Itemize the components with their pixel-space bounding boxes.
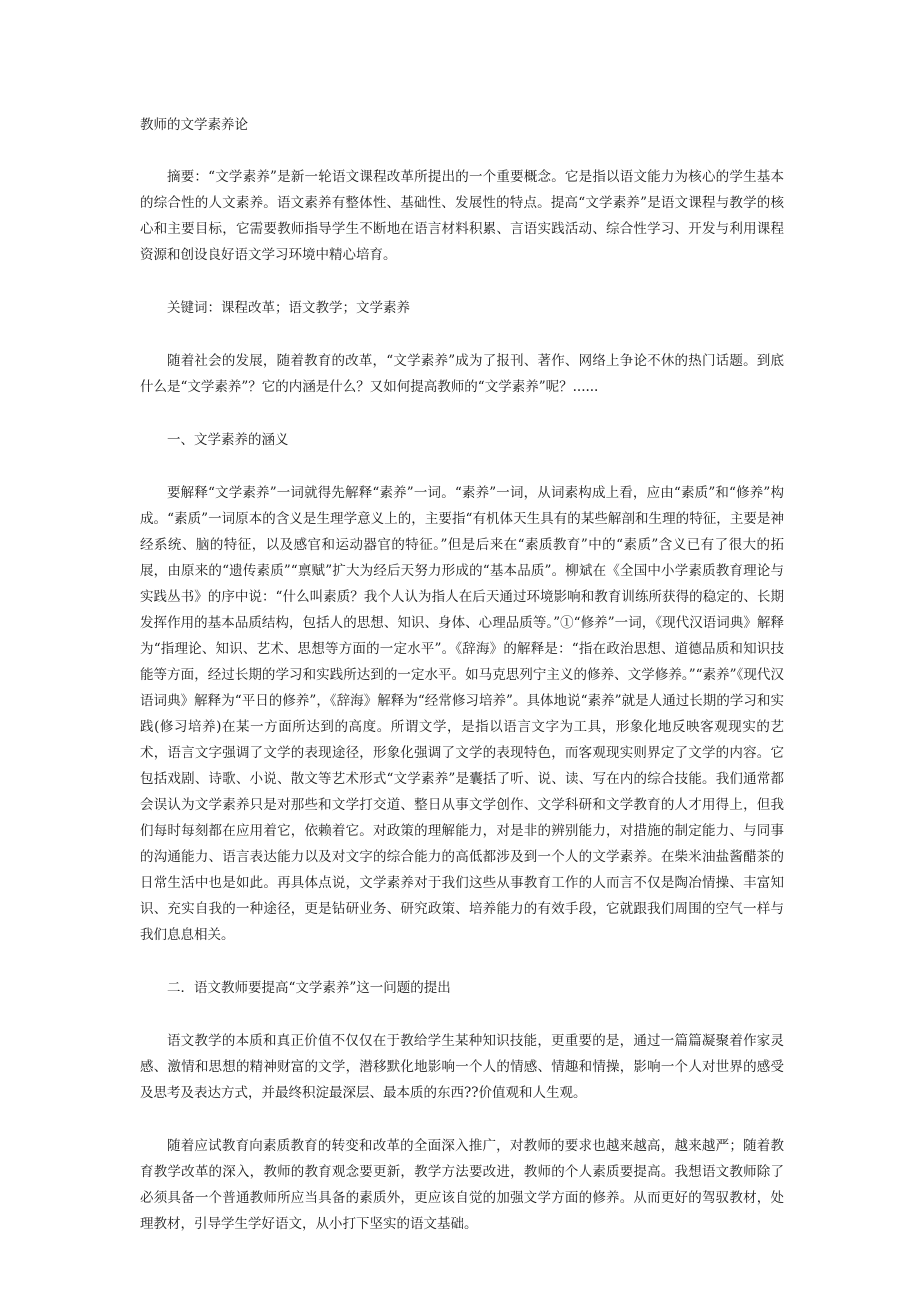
section-2-paragraph-2: 随着应试教育向素质教育的转变和改革的全面深入推广，对教师的要求也越来越高，越来越严；随着教育教学改革的深入，教师的教育观念要更新，教学方法要改进，教师的个人素质要提高。我想语文教师除了必须具备一个普通教师所应当具备的素质外，更应该自觉的加强文学方面的修养。从而更好的驾驭教材，处理教材，引导学生学好语文，从小打下坚实的语文基础。 (140, 1138, 784, 1232)
spacer (140, 138, 784, 164)
spacer (140, 1106, 784, 1133)
spacer (140, 321, 784, 348)
spacer (140, 268, 784, 295)
spacer (140, 453, 784, 480)
abstract-paragraph: 摘要：“文学素养”是新一轮语文课程改革所提出的一个重要概念。它是指以语文能力为核心的学生基本的综合性的人文素养。语文素养有整体性、基础性、发展性的特点。提高“文学素养”是语文课程与教学的核心和主要目标，它需要教师指导学生不断地在语言材料积累、言语实践活动、综合性学习、开发与利用课程资源和创设良好语文学习环境中精心培育。 (140, 169, 784, 263)
section-2-paragraph-1: 语文教学的本质和真正价值不仅仅在于教给学生某种知识技能，更重要的是，通过一篇篇凝聚着作家灵感、激情和思想的精神财富的文学，潜移默化地影响一个人的情感、情趣和情操，影响一个人对世界的感受及思考及表达方式，并最终积淀最深层、最本质的东西??价值观和人生观。 (140, 1033, 784, 1101)
keywords-line: 关键词：课程改革；语文教学；文学素养 (167, 300, 410, 316)
section-1-body: 要解释“文学素养”一词就得先解释“素养”一词。“素养”一词，从词素构成上看，应由“素质”和“修养”构成。“素质”一词原本的含义是生理学意义上的，主要指“有机体天生具有的某些解剖和生理的特征，主要是神经系统、脑的特征，以及感官和运动器官的特征。”但是后来在“素质教育”中的“素质”含义已有了很大的拓展，由原来的“遗传素质”“禀赋”扩大为经后天努力形成的“基本品质”。柳斌在《全国中小学素质教育理论与实践丛书》的序中说：“什么叫素质？我个人认为指人在后天通过环境影响和教育训练所获得的稳定的、长期发挥作用的基本品质结构，包括人的思想、知识、身体、心理品质等。”①“修养”一词，《现代汉语词典》解释为“指理论、知识、艺术、思想等方面的一定水平”。《辞海》的解释是：“指在政治思想、道德品质和知识技能等方面，经过长期的学习和实践所达到的一定水平。如马克思列宁主义的修养、文学修养。”“素养”《现代汉语词典》解释为“平日的修养”，《辞海》解释为“经常修习培养”。具体地说“素养”就是人通过长期的学习和实践(修习培养)在某一方面所达到的高度。所谓文学，是指以语言文字为工具，形象化地反映客观现实的艺术，语言文字强调了文学的表现途径，形象化强调了文学的表现特色，而客观现实则界定了文学的内容。它包括戏剧、诗歌、小说、散文等艺术形式“文学素养”是囊括了听、说、读、写在内的综合技能。我们通常都会误认为文学素养只是对那些和文学打交道、整日从事文学创作、文学科研和文学教育的人才用得上，但我们每时每刻都在应用着它，依赖着它。对政策的理解能力，对是非的辨别能力，对措施的制定能力、与同事的沟通能力、语言表达能力以及对文字的综合能力的高低都涉及到一个人的文学素养。在柴米油盐酱醋茶的日常生活中也是如此。再具体点说，文学素养对于我们这些从事教育工作的人而言不仅是陶冶情操、丰富知识、充实自我的一种途径，更是钻研业务、研究政策、培养能力的有效手段，它就跟我们周围的空气一样与我们息息相关。 (140, 485, 784, 943)
spacer (140, 1001, 784, 1028)
spacer (140, 948, 784, 975)
document-page (140, 112, 784, 1237)
section-heading-1: 一、文学素养的涵义 (167, 432, 289, 448)
intro-paragraph: 随着社会的发展，随着教育的改革，“文学素养”成为了报刊、著作、网络上争论不休的热门话题。到底什么是“文学素养”？它的内涵是什么？又如何提高教师的“文学素养”呢？...... (140, 353, 784, 395)
section-heading-2: 二．语文教师要提高“文学素养”这一问题的提出 (167, 980, 451, 996)
document-title: 教师的文学素养论 (140, 117, 248, 133)
spacer (140, 400, 784, 427)
